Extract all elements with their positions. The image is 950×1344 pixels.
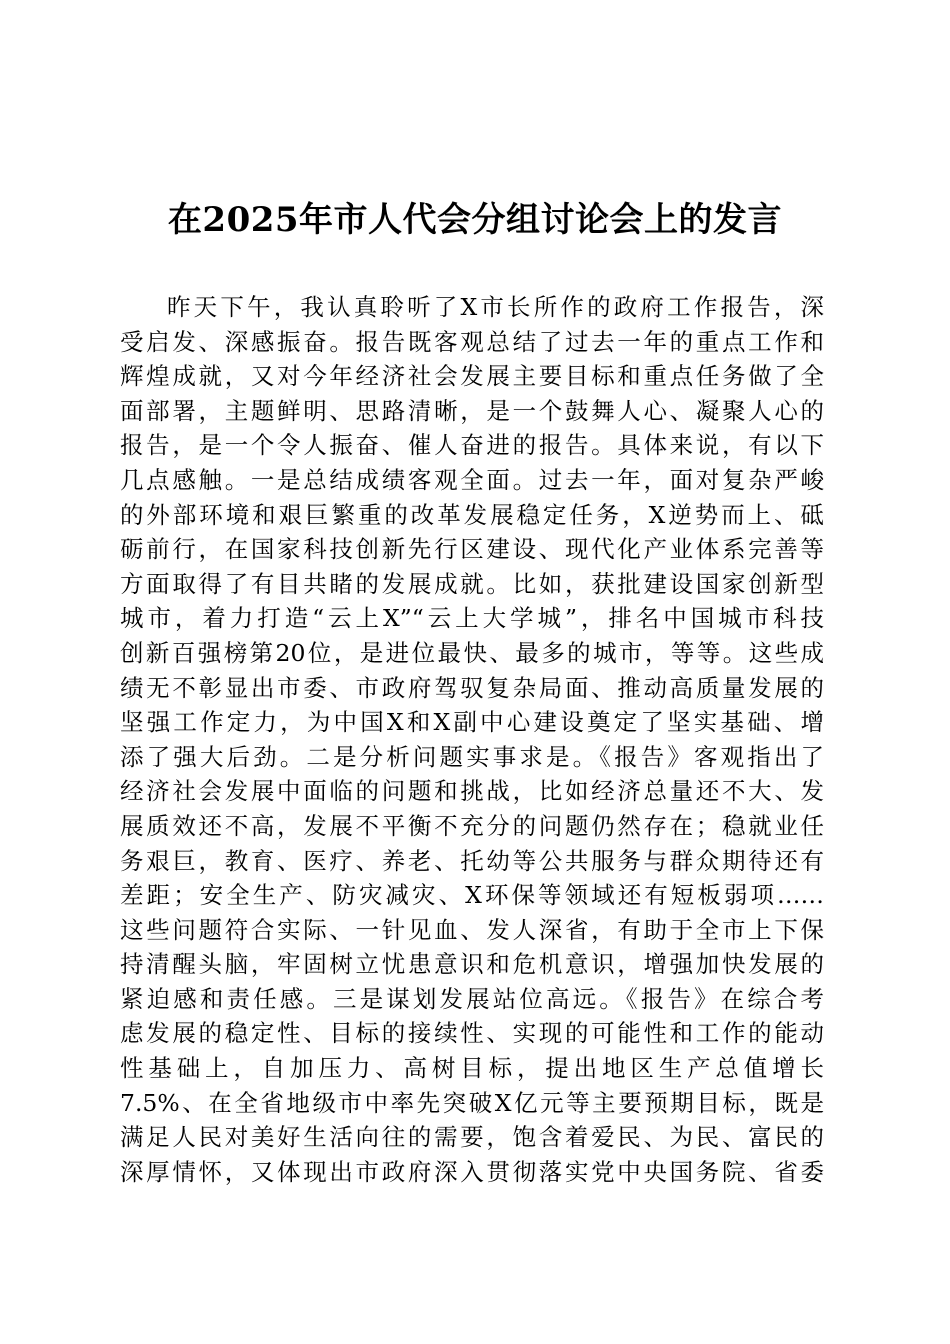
paragraph-line: 性基础上，自加压力、高树目标，提出地区生产总值增长 xyxy=(120,1054,824,1083)
paragraph-line: 深厚情怀，又体现出市政府深入贯彻落实党中央国务院、省委 xyxy=(120,1157,824,1186)
paragraph-line: 展质效还不高，发展不平衡不充分的问题仍然存在；稳就业任 xyxy=(120,811,824,840)
paragraph-line: 方面取得了有目共睹的发展成就。比如，获批建设国家创新型 xyxy=(120,569,824,598)
paragraph-line: 报告，是一个令人振奋、催人奋进的报告。具体来说，有以下 xyxy=(120,431,824,460)
document-title: 在2025年市人代会分组讨论会上的发言 xyxy=(167,200,783,240)
paragraph-line: 绩无不彰显出市委、市政府驾驭复杂局面、推动高质量发展的 xyxy=(120,673,824,702)
paragraph-line: 务艰巨，教育、医疗、养老、托幼等公共服务与群众期待还有 xyxy=(120,846,824,875)
paragraph-line: 这些问题符合实际、一针见血、发人深省，有助于全市上下保 xyxy=(120,915,824,944)
paragraph-line: 辉煌成就，又对今年经济社会发展主要目标和重点任务做了全 xyxy=(120,362,824,391)
paragraph-line: 几点感触。一是总结成绩客观全面。过去一年，面对复杂严峻 xyxy=(120,465,824,494)
paragraph-line: 7.5%、在全省地级市中率先突破X亿元等主要预期目标，既是 xyxy=(120,1088,824,1117)
paragraph-line: 昨天下午，我认真聆听了X市长所作的政府工作报告，深 xyxy=(167,293,824,321)
paragraph-line: 坚强工作定力，为中国X和X副中心建设奠定了坚实基础、增 xyxy=(120,708,824,737)
paragraph-line: 城市，着力打造“云上X”“云上大学城”，排名中国城市科技 xyxy=(120,604,824,633)
paragraph-line: 创新百强榜第20位，是进位最快、最多的城市，等等。这些成 xyxy=(120,638,824,667)
paragraph-line: 面部署，主题鲜明、思路清晰，是一个鼓舞人心、凝聚人心的 xyxy=(120,396,824,425)
paragraph-line: 差距；安全生产、防灾减灾、X环保等领域还有短板弱项…… xyxy=(120,881,824,910)
body-paragraph xyxy=(120,290,824,1189)
paragraph-line: 满足人民对美好生活向往的需要，饱含着爱民、为民、富民的 xyxy=(120,1123,824,1152)
paragraph-line: 受启发、深感振奋。报告既客观总结了过去一年的重点工作和 xyxy=(120,327,824,356)
paragraph-line: 的外部环境和艰巨繁重的改革发展稳定任务，X逆势而上、砥 xyxy=(120,500,824,529)
paragraph-line: 持清醒头脑，牢固树立忧患意识和危机意识，增强加快发展的 xyxy=(120,950,824,979)
paragraph-line: 虑发展的稳定性、目标的接续性、实现的可能性和工作的能动 xyxy=(120,1019,824,1048)
paragraph-line: 经济社会发展中面临的问题和挑战，比如经济总量还不大、发 xyxy=(120,777,824,806)
paragraph-line: 紧迫感和责任感。三是谋划发展站位高远。《报告》在综合考 xyxy=(120,984,824,1013)
paragraph-line: 添了强大后劲。二是分析问题实事求是。《报告》客观指出了 xyxy=(120,742,824,771)
paragraph-line: 砺前行，在国家科技创新先行区建设、现代化产业体系完善等 xyxy=(120,535,824,564)
